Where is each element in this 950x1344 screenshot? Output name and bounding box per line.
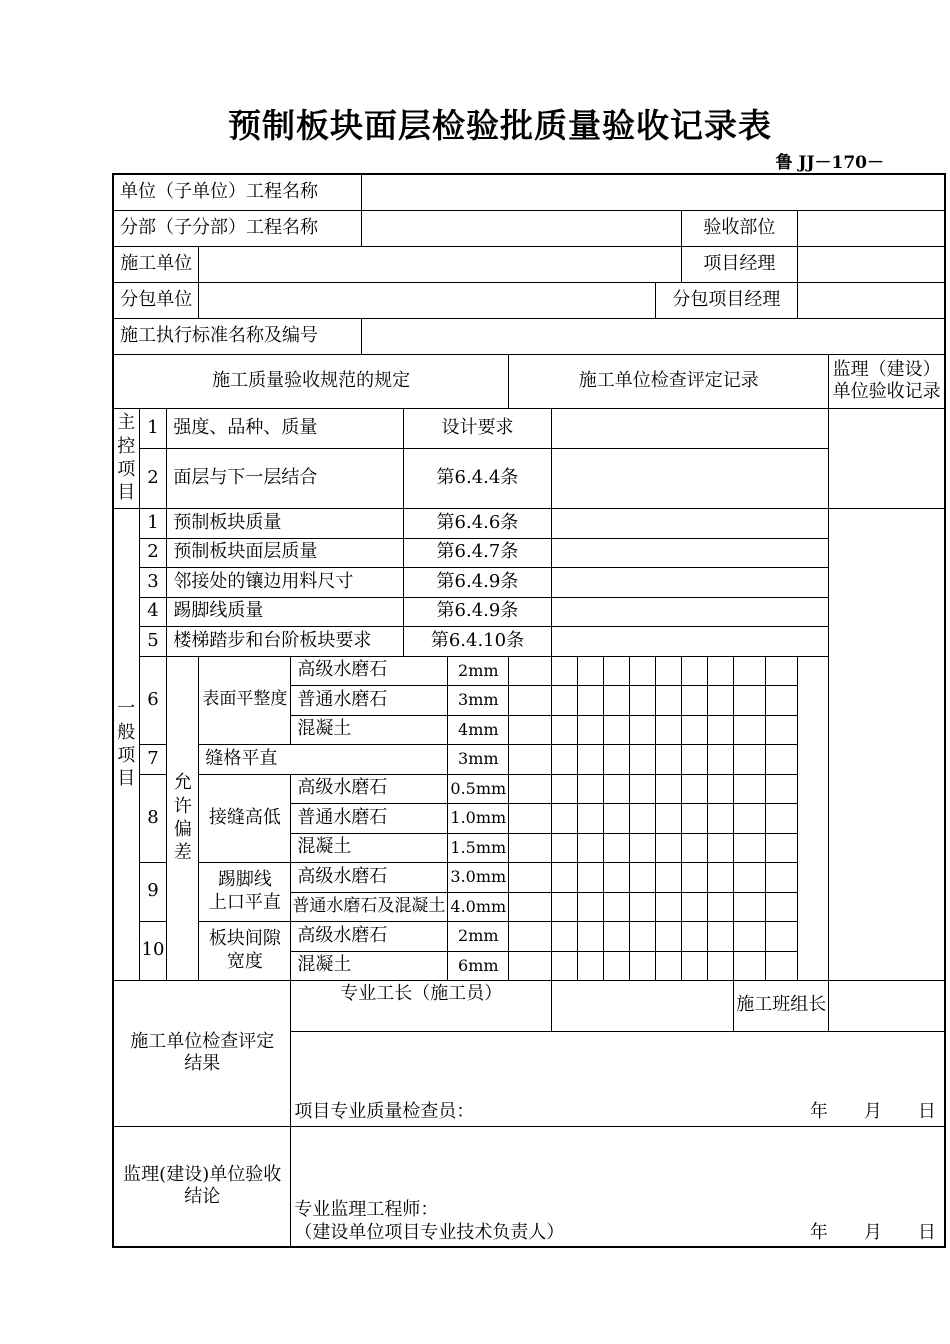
measure-cell[interactable] [708,774,734,803]
item-requirement: 第6.4.9条 [403,567,551,597]
measure-cell[interactable] [682,803,708,833]
measure-cell[interactable] [630,656,656,685]
measure-cell[interactable] [656,656,682,685]
measure-cell[interactable] [682,685,708,715]
supervision-record-cell[interactable] [829,508,945,980]
row-number: 9 [139,862,167,921]
measure-cell[interactable] [604,744,630,774]
measure-cell[interactable] [630,892,656,921]
row-number: 8 [139,774,167,862]
measure-cell[interactable] [552,715,578,744]
measure-cell[interactable] [734,774,766,803]
measure-cell[interactable] [682,715,708,744]
measure-cell[interactable] [509,862,552,892]
item-name: 面层与下一层结合 [167,448,403,508]
construction-result-area[interactable] [291,1031,945,1126]
measure-cell[interactable] [708,744,734,774]
measure-cell[interactable] [734,803,766,833]
measure-cell[interactable] [656,951,682,980]
measure-cell[interactable] [604,951,630,980]
measure-cell[interactable] [630,685,656,715]
measure-cell[interactable] [734,951,766,980]
tolerance-value: 1.0mm [448,803,509,833]
measure-cell[interactable] [682,921,708,951]
measure-cell[interactable] [630,862,656,892]
name-line: 宽度 [226,950,263,972]
measure-cell[interactable] [552,744,578,774]
measure-cell[interactable] [734,921,766,951]
item-requirement: 第6.4.9条 [403,597,551,626]
measure-cell[interactable] [509,715,552,744]
spec-column-header: 施工质量验收规范的规定 [113,354,509,408]
measure-cell[interactable] [552,892,578,921]
measure-cell[interactable] [509,921,552,951]
construction-unit-field[interactable] [199,246,682,282]
measure-cell[interactable] [708,833,734,862]
material-name: 混凝土 [291,715,448,744]
measure-cell[interactable] [765,774,797,803]
material-name: 高级水磨石 [291,862,448,892]
measure-cell[interactable] [578,803,604,833]
measure-cell[interactable] [656,892,682,921]
material-name: 高级水磨石 [291,921,448,951]
unit-name-label: 单位（子单位）工程名称 [113,174,361,210]
row-number: 10 [139,921,167,980]
measure-cell[interactable] [552,685,578,715]
item-requirement: 第6.4.4条 [403,448,551,508]
construction-record-cell[interactable] [552,508,829,538]
tolerance-value: 2mm [448,656,509,685]
construction-record-cell[interactable] [552,448,829,508]
item-requirement: 第6.4.10条 [403,626,551,656]
measure-cell[interactable] [578,656,604,685]
measure-cell[interactable] [765,892,797,921]
measure-cell[interactable] [708,656,734,685]
measure-cell[interactable] [682,744,708,774]
standard-label: 施工执行标准名称及编号 [113,318,361,354]
supervision-result-label: 监理(建设)单位验收结论 [113,1126,291,1247]
measure-cell[interactable] [604,715,630,744]
material-name: 混凝土 [291,951,448,980]
deviation-item-name: 缝格平直 [199,744,403,774]
engineer-label: 专业监理工程师： [294,1199,439,1220]
material-name: 高级水磨石 [291,774,448,803]
measure-cell[interactable] [509,774,552,803]
day-label: 日 [917,1221,936,1243]
measure-cell[interactable] [552,803,578,833]
measure-cell[interactable] [578,774,604,803]
year-label: 年 [809,1221,828,1243]
main-items-label: 主控项目 [113,408,139,508]
measure-cell[interactable] [765,921,797,951]
project-manager-label: 项目经理 [682,246,797,282]
material-name: 普通水磨石 [291,803,448,833]
measure-cell[interactable] [509,744,552,774]
measure-cell[interactable] [509,833,552,862]
measure-cell[interactable] [578,921,604,951]
measure-cell[interactable] [552,921,578,951]
measure-cell[interactable] [765,685,797,715]
item-requirement: 设计要求 [403,408,551,448]
tolerance-value: 3.0mm [448,862,509,892]
measure-cell[interactable] [656,744,682,774]
row-number: 1 [139,408,167,448]
measure-cell[interactable] [578,685,604,715]
measure-cell[interactable] [604,685,630,715]
measure-cell[interactable] [734,833,766,862]
construction-record-cell[interactable] [552,567,829,597]
subcontract-unit-field[interactable] [199,282,656,318]
measure-cell[interactable] [708,892,734,921]
measure-cell[interactable] [578,715,604,744]
measure-cell[interactable] [630,774,656,803]
measure-cell[interactable] [509,803,552,833]
deviation-item-name: 接缝高低 [199,774,291,862]
row-number: 2 [139,538,167,567]
measure-cell[interactable] [552,951,578,980]
item-name: 预制板块面层质量 [167,538,403,567]
measure-cell[interactable] [509,951,552,980]
measure-cell[interactable] [734,685,766,715]
tolerance-value: 3mm [448,744,509,774]
measure-cell[interactable] [604,862,630,892]
measure-cell[interactable] [734,744,766,774]
general-items-label: 一般项目 [113,508,139,980]
measure-cell[interactable] [578,951,604,980]
acceptance-part-label: 验收部位 [682,210,797,246]
team-leader-label: 施工班组长 [734,980,829,1031]
measure-cell[interactable] [630,833,656,862]
year-label: 年 [809,1101,828,1122]
item-name: 强度、品种、质量 [167,408,403,448]
measure-cell[interactable] [509,892,552,921]
deviation-item-name [199,921,291,980]
measure-cell[interactable] [552,833,578,862]
construction-record-cell[interactable] [552,626,829,656]
measure-cell[interactable] [708,685,734,715]
tolerance-value: 6mm [448,951,509,980]
material-name: 普通水磨石 [291,685,448,715]
measure-cell[interactable] [708,715,734,744]
measure-cell[interactable] [552,656,578,685]
measure-cell[interactable] [604,774,630,803]
page-title: 预制板块面层检验批质量验收记录表 [228,106,772,145]
measure-cell[interactable] [604,833,630,862]
measure-cell[interactable] [765,715,797,744]
name-line: 上口平直 [208,891,281,913]
owner-label: （建设单位项目专业技术负责人） [294,1221,565,1243]
measure-cell[interactable] [765,833,797,862]
measure-cell[interactable] [630,951,656,980]
deviation-item-name: 表面平整度 [199,656,291,744]
row-number: 6 [139,656,167,744]
item-name: 踢脚线质量 [167,597,403,626]
item-requirement: 第6.4.6条 [403,508,551,538]
date-line [774,1222,936,1245]
month-label: 月 [863,1221,882,1243]
tolerance-value: 3mm [448,685,509,715]
measure-cell[interactable] [630,921,656,951]
measure-cell[interactable] [708,951,734,980]
row-number: 4 [139,597,167,626]
measure-cell[interactable] [682,892,708,921]
subdivision-name-field[interactable] [361,210,682,246]
form-code: 鲁 JJ－170－ [775,153,884,173]
measure-cell[interactable] [630,715,656,744]
construction-record-cell[interactable] [552,597,829,626]
team-leader-field[interactable] [829,980,945,1031]
tolerance-value: 4.0mm [448,892,509,921]
date-line [774,1101,936,1124]
measure-cell[interactable] [630,744,656,774]
construction-record-cell[interactable] [552,408,829,448]
measure-cell[interactable] [552,862,578,892]
row-number: 5 [139,626,167,656]
item-requirement: 第6.4.7条 [403,538,551,567]
supervision-result-area[interactable] [291,1126,945,1247]
measure-cell[interactable] [682,951,708,980]
row-number: 7 [139,744,167,774]
measure-cell[interactable] [765,862,797,892]
construction-record-header: 施工单位检查评定记录 [509,354,829,408]
name-line: 板块间隙 [208,928,281,949]
measure-cell[interactable] [552,774,578,803]
acceptance-record-table [112,173,946,1248]
measure-cell[interactable] [682,774,708,803]
measure-cell[interactable] [656,685,682,715]
foreman-label: 专业工长（施工员） [291,980,552,1031]
measure-cell[interactable] [630,803,656,833]
measure-cell[interactable] [656,715,682,744]
measure-cell[interactable] [656,833,682,862]
measure-cell[interactable] [578,862,604,892]
row-number: 2 [139,448,167,508]
measure-cell[interactable] [604,921,630,951]
construction-result-label: 施工单位检查评定结果 [113,980,291,1126]
subcontract-manager-label: 分包项目经理 [656,282,797,318]
deviation-item-name [199,862,291,921]
material-name: 混凝土 [291,833,448,862]
measure-cell[interactable] [604,656,630,685]
measure-cell[interactable] [509,656,552,685]
measure-cell[interactable] [682,862,708,892]
tolerance-value: 4mm [448,715,509,744]
supervision-record-header: 监理（建设）单位验收记录 [829,354,945,408]
measure-cell[interactable] [765,803,797,833]
material-name: 普通水磨石及混凝土 [291,892,448,921]
supervision-record-cell[interactable] [829,408,945,508]
measure-cell[interactable] [656,803,682,833]
measure-cell[interactable] [656,774,682,803]
unit-name-field[interactable] [361,174,945,210]
item-name: 邻接处的镶边用料尺寸 [167,567,403,597]
row-number: 3 [139,567,167,597]
signature-line [294,1222,935,1245]
measure-cell[interactable] [604,803,630,833]
measure-cell[interactable] [734,715,766,744]
project-manager-field[interactable] [797,246,945,282]
subcontract-manager-field[interactable] [797,282,945,318]
foreman-field[interactable] [552,980,734,1031]
day-label: 日 [917,1101,936,1122]
measure-cell[interactable] [765,656,797,685]
tolerance-value: 1.5mm [448,833,509,862]
measure-cell[interactable] [708,803,734,833]
measure-cell[interactable] [708,862,734,892]
month-label: 月 [863,1101,882,1122]
item-name: 预制板块质量 [167,508,403,538]
measure-cell[interactable] [578,744,604,774]
standard-field[interactable] [361,318,945,354]
subdivision-name-label: 分部（子分部）工程名称 [113,210,361,246]
measure-cell[interactable] [734,862,766,892]
material-name: 高级水磨石 [291,656,448,685]
tolerance-value: 0.5mm [448,774,509,803]
row-number: 1 [139,508,167,538]
measure-cell[interactable] [604,892,630,921]
measure-cell[interactable] [656,921,682,951]
measure-cell[interactable] [682,833,708,862]
signature-line [294,1101,935,1124]
measure-cell[interactable] [708,921,734,951]
measure-cell[interactable] [734,656,766,685]
measure-cell[interactable] [682,656,708,685]
deviation-label: 允许偏差 [167,656,199,980]
construction-record-cell[interactable] [552,538,829,567]
measure-cell[interactable] [578,833,604,862]
subcontract-unit-label: 分包单位 [113,282,199,318]
tolerance-value: 2mm [448,921,509,951]
measure-cell[interactable] [578,892,604,921]
construction-unit-label: 施工单位 [113,246,199,282]
measure-cell[interactable] [765,744,797,774]
measure-cell[interactable] [509,685,552,715]
acceptance-part-field[interactable] [797,210,945,246]
inspector-label: 项目专业质量检查员： [294,1101,475,1122]
measure-cell[interactable] [734,892,766,921]
name-line: 踢脚线 [217,869,272,890]
measure-cell[interactable] [656,862,682,892]
blank-cell [403,744,448,774]
measure-cell[interactable] [765,951,797,980]
item-name: 楼梯踏步和台阶板块要求 [167,626,403,656]
